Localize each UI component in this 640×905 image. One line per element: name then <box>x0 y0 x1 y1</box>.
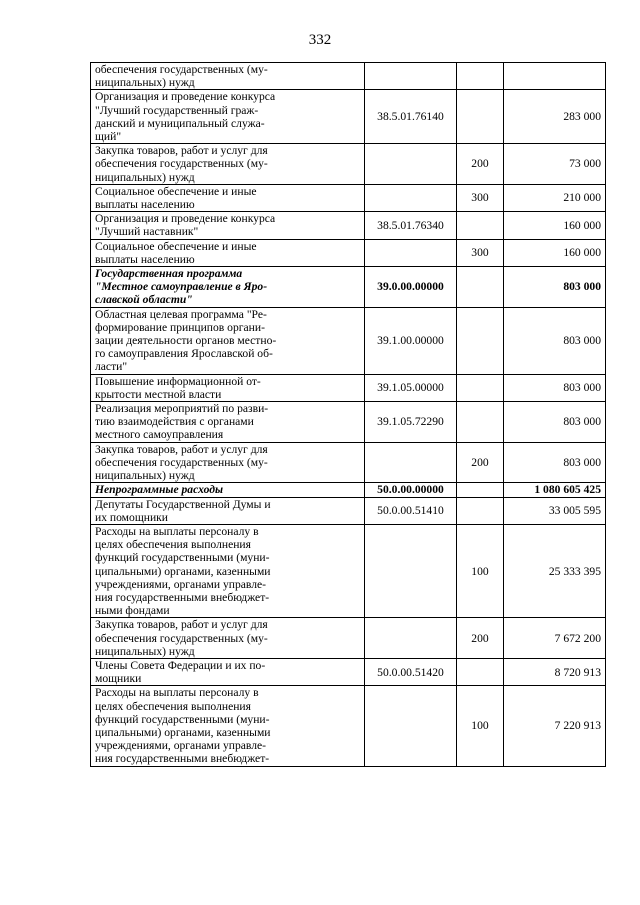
row-expense-type <box>457 267 504 308</box>
row-code-text: 39.1.00.00000 <box>377 334 444 348</box>
row-amount-text: 33 005 595 <box>548 504 601 518</box>
table-row <box>91 658 606 685</box>
row-amount-text: 803 000 <box>563 381 601 395</box>
row-expense-type <box>457 686 504 766</box>
row-amount <box>504 686 606 766</box>
row-name <box>91 658 365 685</box>
row-expense-type <box>457 184 504 211</box>
row-code-text: 39.1.05.00000 <box>377 381 444 395</box>
row-name-text: Расходы на выплаты персоналу в целях обеспечения выполнения функций государственными (муни- ципальными) органами, казенными учреждениями, органами управле- ния государственными внебюджет- <box>95 686 271 766</box>
row-code <box>365 442 457 483</box>
row-amount-text: 803 000 <box>563 455 601 469</box>
row-amount <box>504 184 606 211</box>
row-name <box>91 267 365 308</box>
budget-table-body <box>91 63 606 767</box>
row-code <box>365 497 457 524</box>
table-row <box>91 497 606 524</box>
row-name-text: Организация и проведение конкурса "Лучший государственный граж- данский и муниципальный служа- щий" <box>95 90 276 144</box>
row-amount <box>504 442 606 483</box>
row-amount-text: 803 000 <box>563 415 601 429</box>
row-name-text: Организация и проведение конкурса "Лучший наставник" <box>95 212 276 239</box>
table-row <box>91 307 606 374</box>
table-row <box>91 686 606 766</box>
row-expense-type <box>457 212 504 239</box>
row-code <box>365 483 457 497</box>
row-amount-text: 25 333 395 <box>548 564 601 578</box>
row-expense-type <box>457 483 504 497</box>
row-name-text: Закупка товаров, работ и услуг для обеспечения государственных (му- ниципальных) нужд <box>95 442 268 483</box>
row-code <box>365 374 457 401</box>
row-amount <box>504 402 606 443</box>
row-expense-type-text: 200 <box>471 157 489 171</box>
row-name <box>91 497 365 524</box>
table-row <box>91 90 606 144</box>
row-code-text: 38.5.01.76140 <box>377 110 444 124</box>
row-name-text: Реализация мероприятий по разви- тию взаимодействия с органами местного самоуправления <box>95 402 269 442</box>
row-amount-text: 73 000 <box>569 157 601 171</box>
row-name-text: обеспечения государственных (му- ниципальных) нужд <box>95 63 268 90</box>
row-amount <box>504 483 606 497</box>
row-amount-text: 7 672 200 <box>554 631 601 645</box>
row-name-text: Расходы на выплаты персоналу в целях обеспечения выполнения функций государственными (муни- ципальными) органами, казенными учреждениями, органами управле- ния государственными внебюджет- ными фондами <box>95 524 271 618</box>
table-row <box>91 184 606 211</box>
row-code <box>365 524 457 617</box>
row-expense-type-text: 200 <box>471 455 489 469</box>
row-name-text: Повышение информационной от- крытости местной власти <box>95 374 261 401</box>
table-row <box>91 267 606 308</box>
row-name <box>91 307 365 374</box>
row-name <box>91 524 365 617</box>
row-expense-type <box>457 63 504 90</box>
row-amount-text: 8 720 913 <box>554 665 601 679</box>
row-code <box>365 402 457 443</box>
row-expense-type-text: 300 <box>471 246 489 260</box>
row-code-text: 50.0.00.00000 <box>377 483 444 497</box>
row-name-text: Закупка товаров, работ и услуг для обеспечения государственных (му- ниципальных) нужд <box>95 144 268 184</box>
row-amount <box>504 307 606 374</box>
row-name-text: Члены Совета Федерации и их по- мощники <box>95 658 266 686</box>
row-expense-type <box>457 658 504 685</box>
table-row <box>91 63 606 90</box>
row-amount <box>504 212 606 239</box>
row-amount <box>504 267 606 308</box>
table-row <box>91 483 606 497</box>
row-amount <box>504 90 606 144</box>
row-amount <box>504 658 606 685</box>
row-expense-type <box>457 497 504 524</box>
row-code-text: 38.5.01.76340 <box>377 218 444 232</box>
row-amount <box>504 144 606 185</box>
row-expense-type-text: 300 <box>471 191 489 205</box>
table-row <box>91 212 606 239</box>
row-name-text: Государственная программа "Местное самоуправление в Яро- славской области" <box>95 267 268 307</box>
row-expense-type <box>457 618 504 659</box>
row-amount-text: 210 000 <box>563 191 601 205</box>
row-code <box>365 184 457 211</box>
row-code <box>365 267 457 308</box>
row-name <box>91 212 365 239</box>
row-expense-type-text: 100 <box>471 564 489 578</box>
row-amount-text: 803 000 <box>563 280 601 294</box>
table-row <box>91 144 606 185</box>
row-name-text: Непрограммные расходы <box>95 483 224 497</box>
row-name <box>91 63 365 90</box>
row-amount-text: 803 000 <box>563 334 601 348</box>
row-name-text: Областная целевая программа "Ре- формирование принципов органи- зации деятельности органов местно- го самоуправления Ярославской об- ласти" <box>95 307 277 374</box>
table-row <box>91 442 606 483</box>
row-code <box>365 686 457 766</box>
row-code <box>365 618 457 659</box>
row-amount <box>504 239 606 266</box>
row-amount-text: 1 080 605 425 <box>534 483 601 497</box>
row-code-text: 39.1.05.72290 <box>377 415 444 429</box>
row-name-text: Социальное обеспечение и иные выплаты населению <box>95 239 257 266</box>
budget-table <box>90 62 606 767</box>
table-row <box>91 618 606 659</box>
row-name <box>91 686 365 766</box>
row-expense-type <box>457 239 504 266</box>
row-amount <box>504 63 606 90</box>
row-expense-type <box>457 442 504 483</box>
row-expense-type <box>457 144 504 185</box>
row-amount <box>504 374 606 401</box>
row-amount-text: 160 000 <box>563 246 601 260</box>
table-row <box>91 374 606 401</box>
row-amount-text: 283 000 <box>563 110 601 124</box>
row-name-text: Депутаты Государственной Думы и их помощники <box>95 497 271 524</box>
row-code <box>365 212 457 239</box>
row-code-text: 50.0.00.51410 <box>377 504 444 518</box>
row-name <box>91 483 365 497</box>
row-code <box>365 658 457 685</box>
row-amount <box>504 497 606 524</box>
row-expense-type-text: 100 <box>471 719 489 733</box>
row-expense-type <box>457 524 504 617</box>
row-name <box>91 374 365 401</box>
row-name <box>91 90 365 144</box>
row-code <box>365 63 457 90</box>
row-code-text: 50.0.00.51420 <box>377 665 444 679</box>
row-name <box>91 442 365 483</box>
row-name <box>91 402 365 443</box>
row-name <box>91 239 365 266</box>
row-code <box>365 144 457 185</box>
row-name-text: Закупка товаров, работ и услуг для обеспечения государственных (му- ниципальных) нужд <box>95 618 268 658</box>
row-amount <box>504 618 606 659</box>
row-code <box>365 307 457 374</box>
row-name <box>91 144 365 185</box>
row-expense-type <box>457 90 504 144</box>
row-expense-type-text: 200 <box>471 631 489 645</box>
row-amount-text: 160 000 <box>563 218 601 232</box>
row-name-text: Социальное обеспечение и иные выплаты населению <box>95 184 257 212</box>
table-row <box>91 402 606 443</box>
page-number: 332 <box>308 32 332 48</box>
row-amount-text: 7 220 913 <box>554 719 601 733</box>
table-row <box>91 524 606 617</box>
row-code-text: 39.0.00.00000 <box>377 280 444 294</box>
row-code <box>365 90 457 144</box>
table-row <box>91 239 606 266</box>
row-code <box>365 239 457 266</box>
row-amount <box>504 524 606 617</box>
row-name <box>91 184 365 211</box>
row-name <box>91 618 365 659</box>
row-expense-type <box>457 374 504 401</box>
row-expense-type <box>457 402 504 443</box>
row-expense-type <box>457 307 504 374</box>
